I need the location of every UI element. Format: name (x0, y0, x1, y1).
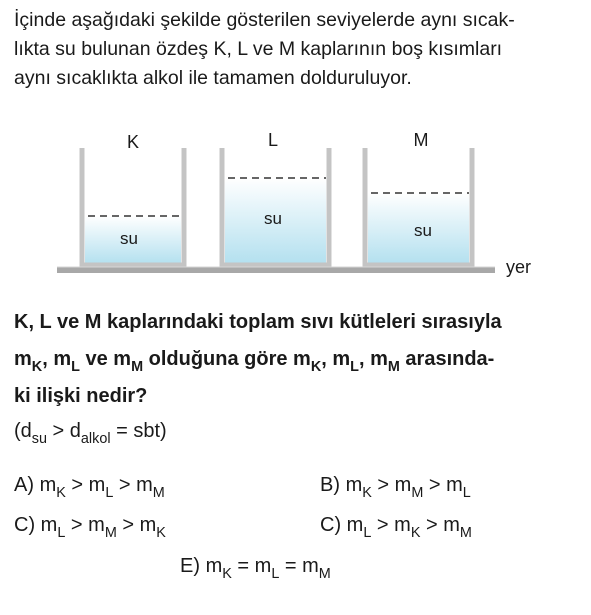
m-symbol: m (136, 474, 153, 496)
density-mid: > d (47, 420, 81, 442)
option-sub: L (462, 485, 471, 502)
q-m: m (14, 348, 32, 370)
option-op: > (116, 514, 140, 536)
intro-line-3: aynı sıcaklıkta alkol ile tamamen dolduruluyor. (14, 67, 412, 89)
density-open: (d (14, 420, 32, 442)
option-e[interactable] (180, 555, 331, 583)
containers-figure (0, 120, 591, 285)
m-symbol: m (88, 514, 105, 536)
m-symbol: m (205, 555, 223, 577)
m-symbol: m (254, 555, 272, 577)
option-op: > (65, 474, 89, 496)
container-m-liquid-label: su (414, 221, 432, 240)
option-sub: K (156, 525, 166, 542)
q-sub: M (387, 359, 400, 376)
container-m-label: M (413, 130, 429, 150)
m-symbol: m (40, 514, 58, 536)
q-text: olduğuna göre m (143, 348, 311, 370)
container-m (365, 130, 472, 265)
option-op: = (231, 555, 255, 577)
density-sub-su: su (31, 431, 47, 448)
option-label: C) (320, 514, 347, 536)
option-sub: L (363, 525, 372, 542)
question-text (14, 304, 586, 415)
option-sub: M (152, 485, 165, 502)
m-symbol: m (443, 514, 460, 536)
ground-bar (57, 267, 495, 273)
option-sub: M (104, 525, 117, 542)
question-line-2 (14, 341, 586, 378)
q-text: , m (42, 348, 72, 370)
option-op: > (371, 474, 395, 496)
option-label: C) (14, 514, 41, 536)
q-sub: M (131, 359, 144, 376)
option-sub: K (56, 485, 66, 502)
option-sub: M (411, 485, 424, 502)
intro-line-1: İçinde aşağıdaki şekilde gösterilen seviyelerde aynı sıcak- (14, 9, 515, 31)
option-sub: L (105, 485, 114, 502)
option-label: B) (320, 474, 346, 496)
m-symbol: m (88, 474, 106, 496)
option-op: > (113, 474, 137, 496)
option-c-right[interactable] (320, 514, 472, 542)
ground-label: yer (506, 257, 532, 277)
option-sub: K (222, 566, 232, 583)
option-op: > (65, 514, 89, 536)
m-symbol: m (346, 514, 364, 536)
option-sub: K (410, 525, 421, 542)
q-text: , m (321, 348, 351, 370)
option-label: A) (14, 474, 40, 496)
option-op: = (279, 555, 303, 577)
option-label: E) (180, 555, 206, 577)
container-l-liquid-label: su (264, 209, 282, 228)
option-sub: L (271, 566, 280, 583)
option-sub: M (318, 566, 331, 583)
q-sub: K (31, 359, 43, 376)
m-symbol: m (394, 474, 412, 496)
option-op: > (420, 514, 444, 536)
container-l (222, 130, 329, 265)
option-sub: L (57, 525, 66, 542)
q-sub: L (71, 359, 80, 376)
container-k-liquid-label: su (120, 229, 138, 248)
m-symbol: m (345, 474, 363, 496)
intro-line-2: lıkta su bulunan özdeş K, L ve M kaplarının boş kısımları (14, 38, 503, 60)
option-c-left[interactable] (14, 514, 166, 542)
option-b[interactable] (320, 474, 471, 502)
q-text: , m (358, 348, 388, 370)
option-op: > (423, 474, 447, 496)
m-symbol: m (139, 514, 157, 536)
option-op: > (371, 514, 395, 536)
density-condition (14, 420, 167, 448)
q-text: ve m (79, 348, 132, 370)
q-text: arasında- (399, 348, 495, 370)
q-sub: K (310, 359, 322, 376)
density-close: = sbt) (110, 420, 167, 442)
m-symbol: m (394, 514, 411, 536)
option-a[interactable] (14, 474, 165, 502)
m-symbol: m (446, 474, 463, 496)
container-k-label: K (126, 132, 140, 152)
density-sub-alkol: alkol (80, 431, 111, 448)
intro-text (14, 6, 586, 93)
option-sub: M (459, 525, 472, 542)
q-sub: L (350, 359, 359, 376)
question-line-3: ki ilişki nedir? (14, 385, 148, 407)
m-symbol: m (302, 555, 319, 577)
question-line-1: K, L ve M kaplarındaki toplam sıvı kütleleri sırasıyla (14, 311, 502, 333)
option-sub: K (362, 485, 372, 502)
container-l-label: L (267, 130, 279, 150)
container-k (82, 132, 184, 265)
m-symbol: m (39, 474, 57, 496)
